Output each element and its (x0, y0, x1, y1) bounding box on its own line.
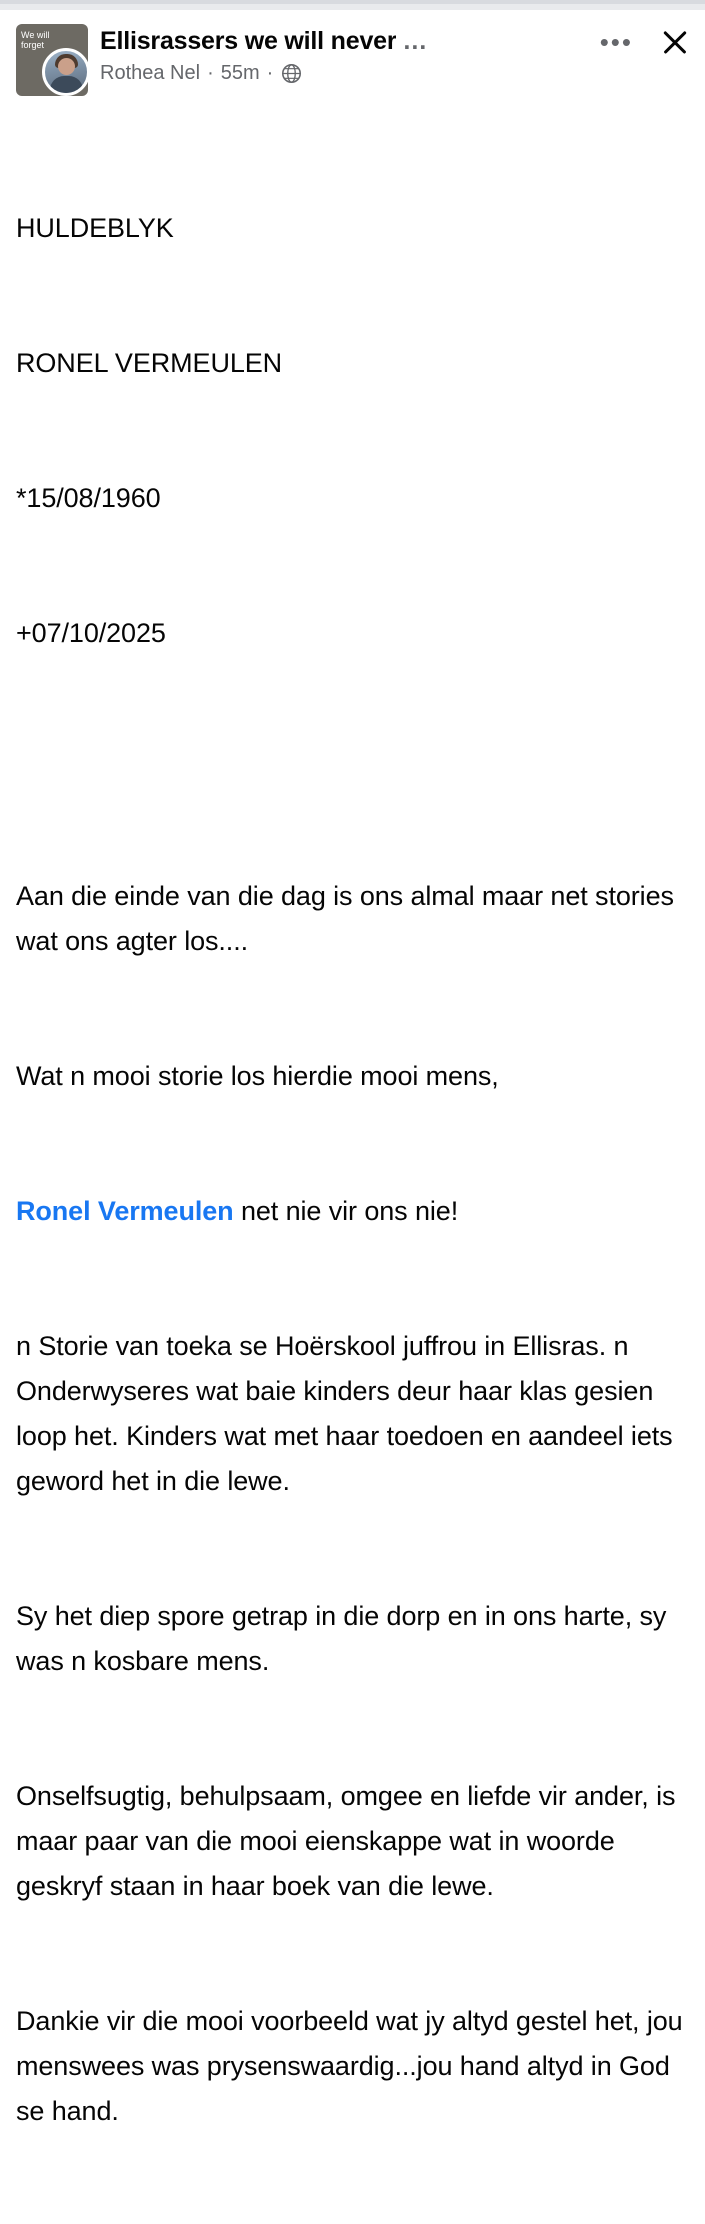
post-body (16, 116, 689, 2224)
window-top-strip (0, 0, 705, 10)
post-line: Aan die einde van die dag is ons almal maar net stories wat ons agter los.... (16, 881, 682, 956)
scroll-indicator[interactable] (0, 0, 705, 4)
meta-separator-2: · (266, 62, 274, 84)
post-line: HULDEBLYK (16, 213, 174, 243)
post-line: n Storie van toeka se Hoërskool juffrou in Ellisras. n Onderwyseres wat baie kinders deur haar klas gesien loop het. Kinders wat met haar toedoen en aandeel iets geword het in die lewe. (16, 1331, 680, 1496)
facebook-post (0, 10, 705, 2224)
post-line: *15/08/1960 (16, 483, 161, 513)
more-options-button[interactable]: ••• (599, 27, 633, 57)
post-timestamp[interactable]: 55m (220, 62, 260, 84)
group-name-ellipsis: … (402, 27, 428, 55)
post-header (16, 24, 689, 96)
author-avatar[interactable] (42, 48, 90, 96)
group-name[interactable]: Ellisrassers we will never (100, 27, 397, 55)
post-line-remainder: net nie vir ons nie! (233, 1196, 459, 1226)
avatar[interactable] (16, 24, 88, 96)
post-blank-line (16, 746, 689, 784)
avatar-overlay-text: We will forget (21, 30, 50, 50)
post-line: Wat n mooi storie los hierdie mooi mens, (16, 1061, 499, 1091)
post-line-with-mention (16, 1189, 689, 1234)
post-author[interactable]: Rothea Nel (100, 62, 201, 84)
mention-link[interactable]: Ronel Vermeulen (16, 1196, 234, 1226)
post-line: Dankie vir die mooi voorbeeld wat jy altyd gestel het, jou menswees was prysenswaardig...jou hand altyd in God se hand. (16, 2006, 690, 2126)
close-icon[interactable] (661, 28, 689, 56)
post-header-actions (598, 28, 689, 56)
globe-icon (281, 63, 302, 84)
avatar-face (58, 58, 75, 75)
post-line: +07/10/2025 (16, 618, 166, 648)
meta-separator: · (207, 62, 214, 84)
post-meta (100, 62, 689, 85)
post-line: RONEL VERMEULEN (16, 348, 283, 378)
post-line: Sy het diep spore getrap in die dorp en in ons harte, sy was n kosbare mens. (16, 1601, 674, 1676)
post-line: Onselfsugtig, behulpsaam, omgee en liefde vir ander, is maar paar van die mooi eienskappe wat in woorde geskryf staan in haar boek van die lewe. (16, 1781, 683, 1901)
